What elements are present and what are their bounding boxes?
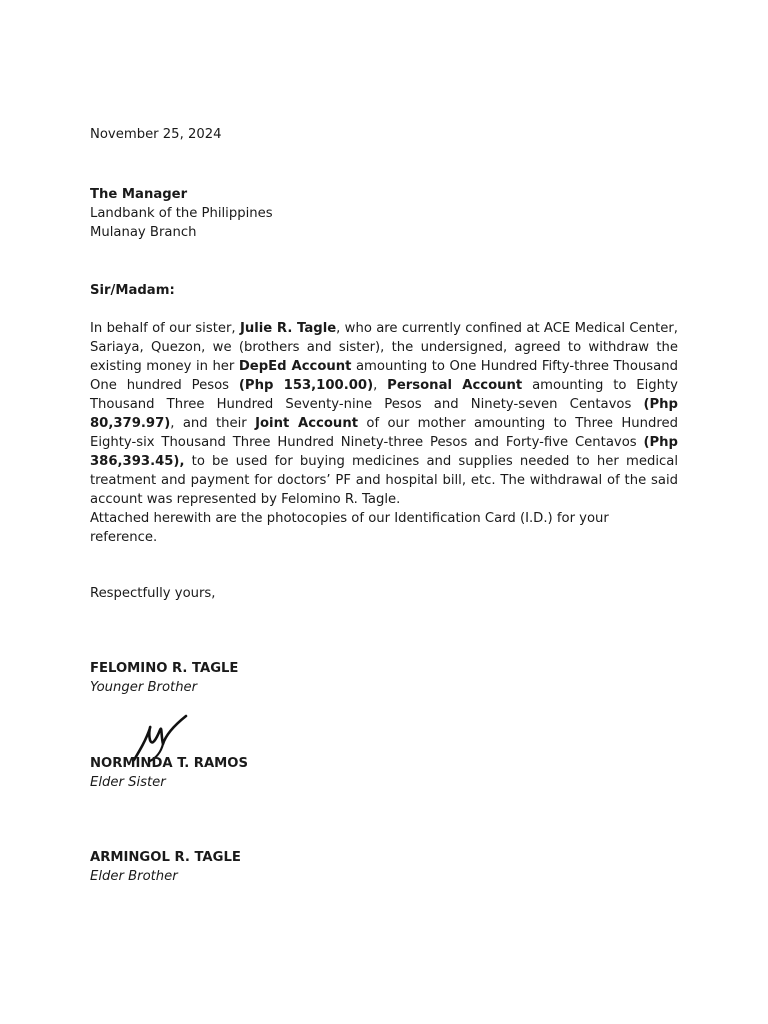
signatory-name: ARMINGOL R. TAGLE <box>90 850 241 865</box>
recipient-title: The Manager <box>90 187 188 202</box>
personal-account-label: Personal Account <box>387 378 523 393</box>
recipient-block <box>90 185 678 242</box>
deped-account-label: DepEd Account <box>238 359 352 374</box>
closing: Respectfully yours, <box>90 586 216 601</box>
signatory-name: NORMINDA T. RAMOS <box>90 756 248 771</box>
account-holder-name: Julie R. Tagle <box>239 321 337 336</box>
attachment-note: Attached herewith are the photocopies of our Identification Card (I.D.) for your reference. <box>90 511 609 545</box>
personal-amount: (Php 80,379.97) <box>90 397 678 431</box>
recipient-branch: Mulanay Branch <box>90 225 197 240</box>
signatory-1 <box>90 659 678 697</box>
signatory-2 <box>90 754 678 792</box>
signatory-name: FELOMINO R. TAGLE <box>90 661 239 676</box>
body-paragraph: In behalf of our sister, Julie R. Tagle, who are currently confined at ACE Medical Center, Sariaya, Quezon, we (brothers and sister), the undersigned, agreed to withdraw the existing money in her DepEd Account amounting to One Hundred Fifty-three Thousand One hundred Pesos (Php 153,100.00), Personal Account amounting to Eighty Thousand Three Hundred Seventy-nine Pesos and Ninety-seven Centavos (Php 80,379.97), and their Joint Account of our mother amounting to Three Hundred Eighty-six Thousand Three Hundred Ninety-three Pesos and Forty-five Centavos (Php 386,393.45), to be used for buying medicines and supplies needed to her medical treatment and payment for doctors’ PF and hospital bill, etc. The withdrawal of the said account was represented by Felomino R. Tagle. <box>90 321 678 507</box>
signatory-role: Elder Sister <box>90 775 166 790</box>
joint-account-label: Joint Account <box>255 416 359 431</box>
letter-date: November 25, 2024 <box>90 127 222 142</box>
signatory-role: Elder Brother <box>90 869 178 884</box>
salutation: Sir/Madam: <box>90 283 175 298</box>
deped-amount: (Php 153,100.00) <box>238 378 374 393</box>
signatory-role: Younger Brother <box>90 680 198 695</box>
recipient-bank: Landbank of the Philippines <box>90 206 273 221</box>
joint-amount: (Php 386,393.45), <box>90 435 678 469</box>
signatory-3 <box>90 848 678 886</box>
